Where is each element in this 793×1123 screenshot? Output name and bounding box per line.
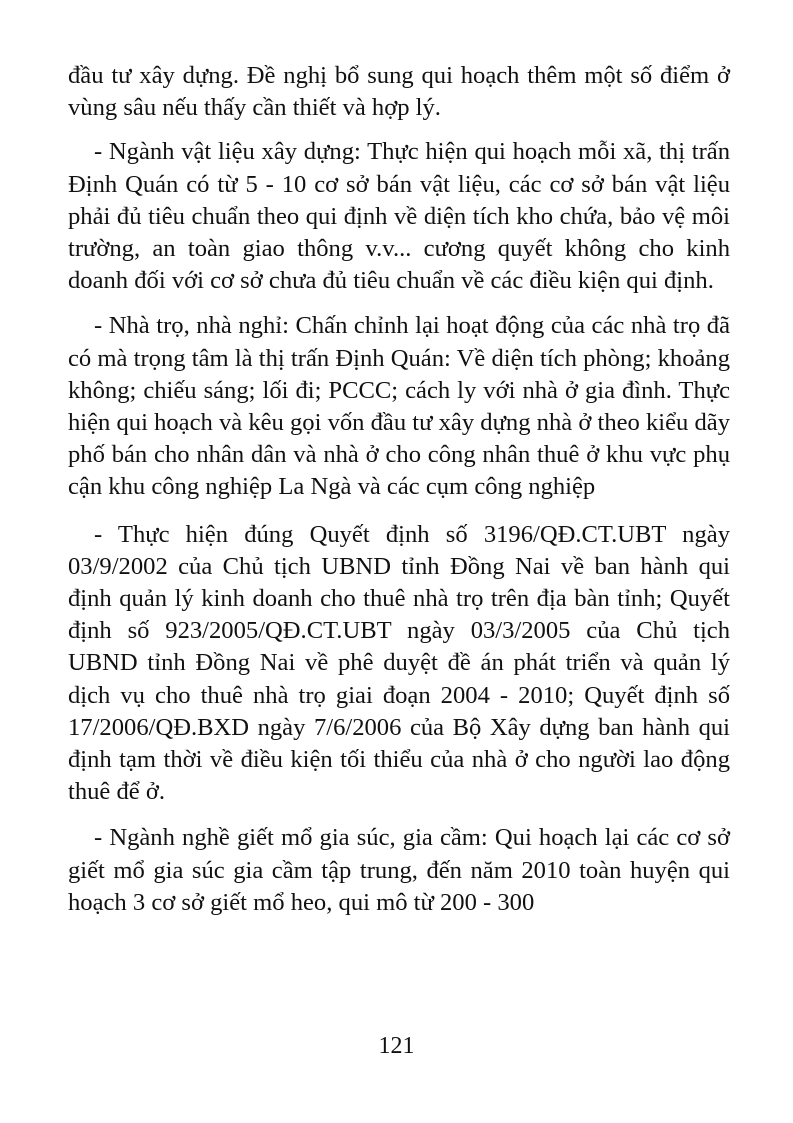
paragraph-continuation: đầu tư xây dựng. Đề nghị bổ sung qui hoạch thêm một số điểm ở vùng sâu nếu thấy cần thiết và hợp lý. (68, 62, 730, 122)
paragraph-guest-houses: - Nhà trọ, nhà nghỉ: Chấn chỉnh lại hoạt động của các nhà trọ đã có mà trọng tâm là thị trấn Định Quán: Về diện tích phòng; khoảng không; chiếu sáng; lối đi; PCCC; cách ly với nhà ở gia đình. Thực hiện qui hoạch và kêu gọi vốn đầu tư xây dựng nhà ở theo kiểu dãy phố bán cho nhân dân và nhà ở cho công nhân thuê ở khu vực phụ cận khu công nghiệp La Ngà và các cụm công nghiệp (68, 312, 730, 501)
page-body (68, 60, 730, 919)
paragraph-slaughterhouses: - Ngành nghề giết mổ gia súc, gia cầm: Qui hoạch lại các cơ sở giết mổ gia súc gia cầm tập trung, đến năm 2010 toàn huyện qui hoạch 3 cơ sở giết mổ heo, qui mô từ 200 - 300 (68, 824, 730, 916)
page-number: 121 (378, 1033, 415, 1059)
paragraph-decisions: - Thực hiện đúng Quyết định số 3196/QĐ.CT.UBT ngày 03/9/2002 của Chủ tịch UBND tỉnh Đồng Nai về ban hành qui định quản lý kinh doanh cho thuê nhà trọ trên địa bàn tỉnh; Quyết định số 923/2005/QĐ.CT.UBT ngày 03/3/2005 của Chủ tịch UBND tỉnh Đồng Nai về phê duyệt đề án phát triển và quản lý dịch vụ cho thuê nhà trọ giai đoạn 2004 - 2010; Quyết định số 17/2006/QĐ.BXD ngày 7/6/2006 của Bộ Xây dựng ban hành qui định tạm thời về điều kiện tối thiểu của nhà ở cho người lao động thuê để ở. (68, 520, 730, 806)
paragraph-building-materials: - Ngành vật liệu xây dựng: Thực hiện qui hoạch mỗi xã, thị trấn Định Quán có từ 5 - 10 cơ sở bán vật liệu, các cơ sở bán vật liệu phải đủ tiêu chuẩn theo qui định về diện tích kho chứa, bảo vệ môi trường, an toàn giao thông v.v... cương quyết không cho kinh doanh đối với cơ sở chưa đủ tiêu chuẩn về các điều kiện qui định. (68, 138, 730, 295)
